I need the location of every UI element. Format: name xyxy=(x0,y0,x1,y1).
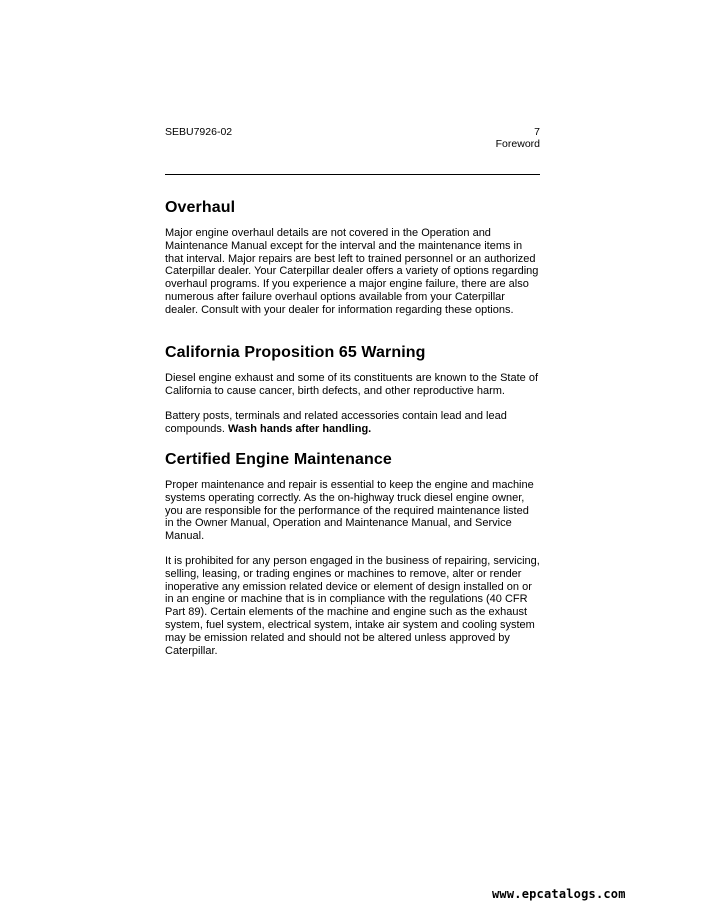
page-header xyxy=(165,126,540,154)
certified-paragraph-2: It is prohibited for any person engaged in the business of repairing, servicing, selling, leasing, or trading engines or machines to remove, alter or render inoperative any emission related device or element of design installed on or in an engine or machine that is in compliance with the regulations (40 CFR Part 89). Certain elements of the machine and engine such as the exhaust system, fuel system, electrical system, intake air system and cooling system may be emission related and should not be altered unless approved by Caterpillar. xyxy=(165,555,540,657)
overhaul-paragraph: Major engine overhaul details are not covered in the Operation and Maintenance Manual except for the interval and the maintenance items in that interval. Major repairs are best left to trained personnel or an authorized Caterpillar dealer. Your Caterpillar dealer offers a variety of options regarding overhaul programs. If you experience a major engine failure, there are also numerous after failure overhaul options available from your Caterpillar dealer. Consult with your dealer for information regarding these options. xyxy=(165,227,539,316)
header-right-block xyxy=(496,126,540,150)
california-paragraph-2 xyxy=(165,410,540,436)
document-id: SEBU7926-02 xyxy=(165,126,233,138)
california-paragraph-1: Diesel engine exhaust and some of its constituents are known to the State of California to cause cancer, birth defects, and other reproductive harm. xyxy=(165,372,539,397)
certified-paragraph-1: Proper maintenance and repair is essential to keep the engine and machine systems operating correctly. As the on-highway truck diesel engine owner, you are responsible for the performance of the required maintenance listed in the Owner Manual, Operation and Maintenance Manual, and Service Manual. xyxy=(165,479,534,543)
header-divider xyxy=(165,174,540,175)
section-name: Foreword xyxy=(495,138,540,150)
page-number: 7 xyxy=(534,126,540,138)
watermark-url: www.epcatalogs.com xyxy=(492,887,626,901)
certified-maintenance-heading: Certified Engine Maintenance xyxy=(165,451,392,468)
overhaul-heading: Overhaul xyxy=(165,199,236,216)
california-warning-heading: California Proposition 65 Warning xyxy=(165,344,426,361)
wash-hands-warning: Wash hands after handling. xyxy=(228,422,372,435)
california-paragraph-2-text: Battery posts, terminals and related accessories contain lead and lead compounds. xyxy=(165,410,507,435)
document-page xyxy=(165,126,540,657)
